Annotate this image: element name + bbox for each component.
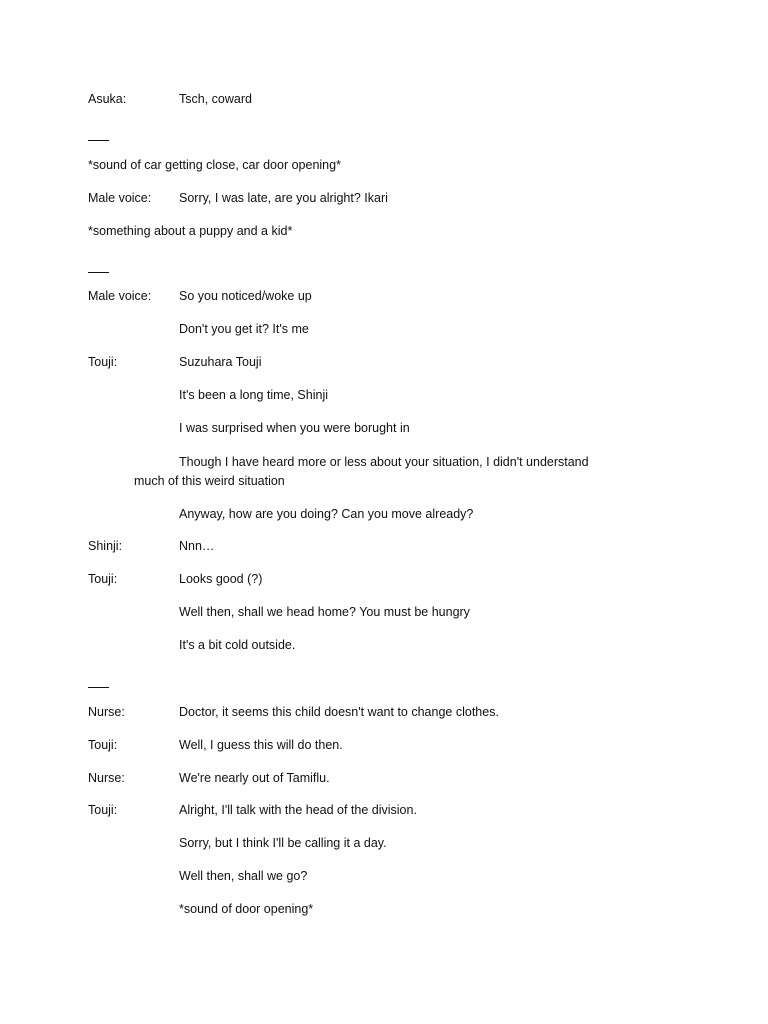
- speaker-label: Shinji:: [88, 539, 123, 553]
- action-text: *sound of car getting close, car door opening*: [88, 158, 341, 172]
- scene-separator: [88, 687, 109, 688]
- speaker-label: Touji:: [88, 738, 118, 752]
- dialogue-text: Suzuhara Touji: [179, 355, 262, 369]
- speaker-label: Touji:: [88, 355, 118, 369]
- dialogue-text: Looks good (?): [179, 572, 263, 586]
- dialogue-continuation-text: much of this weird situation: [134, 474, 285, 488]
- dialogue-text: Tsch, coward: [179, 92, 252, 106]
- dialogue-text: Nnn…: [179, 539, 215, 553]
- speaker-label: Touji:: [88, 572, 118, 586]
- speaker-label: Male voice:: [88, 191, 152, 205]
- dialogue-text: Alright, I'll talk with the head of the division.: [179, 803, 417, 817]
- dialogue-text: Sorry, but I think I'll be calling it a day.: [179, 836, 387, 850]
- dialogue-text: Though I have heard more or less about your situation, I didn't understand: [179, 455, 589, 469]
- speaker-label: Male voice:: [88, 289, 152, 303]
- dialogue-text: Don't you get it? It's me: [179, 322, 309, 336]
- speaker-label: Nurse:: [88, 705, 125, 719]
- dialogue-text: Doctor, it seems this child doesn't want to change clothes.: [179, 705, 499, 719]
- scene-separator: [88, 272, 109, 273]
- dialogue-text: I was surprised when you were borught in: [179, 421, 410, 435]
- dialogue-text: So you noticed/woke up: [179, 289, 312, 303]
- action-text: *something about a puppy and a kid*: [88, 224, 293, 238]
- dialogue-text: Well, I guess this will do then.: [179, 738, 343, 752]
- speaker-label: Asuka:: [88, 92, 127, 106]
- dialogue-text: Anyway, how are you doing? Can you move already?: [179, 507, 474, 521]
- dialogue-text: Well then, shall we head home? You must be hungry: [179, 605, 470, 619]
- dialogue-text: It's a bit cold outside.: [179, 638, 296, 652]
- dialogue-text: Sorry, I was late, are you alright? Ikari: [179, 191, 388, 205]
- dialogue-text: We're nearly out of Tamiflu.: [179, 771, 330, 785]
- dialogue-text: It's been a long time, Shinji: [179, 388, 328, 402]
- dialogue-text: Well then, shall we go?: [179, 869, 308, 883]
- speaker-label: Nurse:: [88, 771, 125, 785]
- speaker-label: Touji:: [88, 803, 118, 817]
- dialogue-text: *sound of door opening*: [179, 902, 314, 916]
- scene-separator: [88, 140, 109, 141]
